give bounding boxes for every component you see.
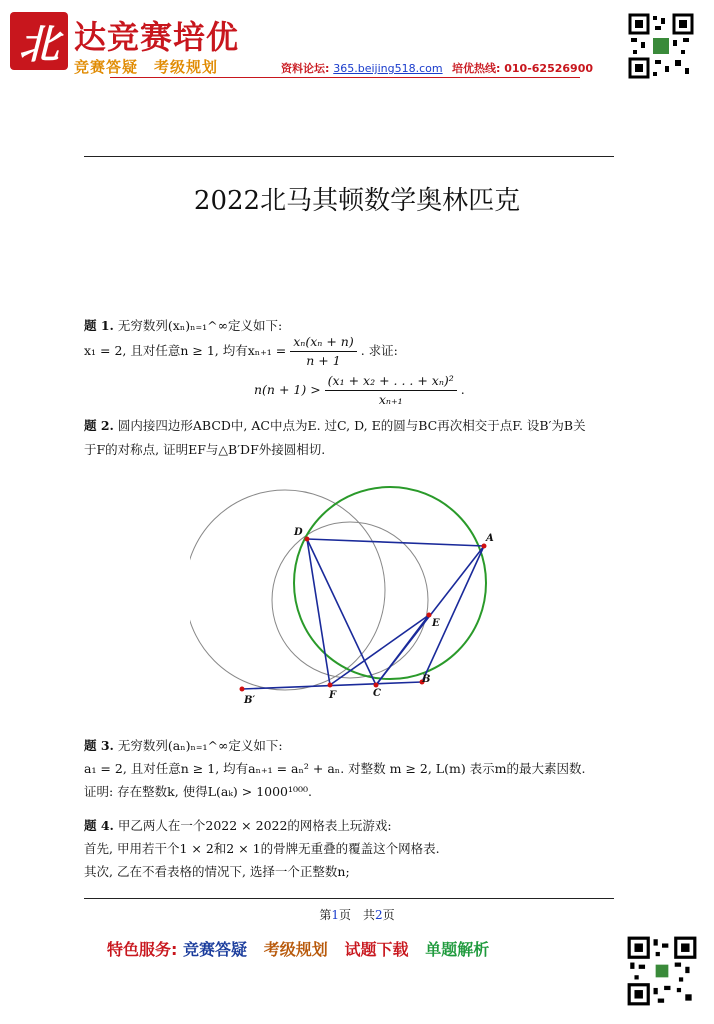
geometry-figure <box>190 480 510 710</box>
page-mid: 页 共 <box>338 908 375 922</box>
problem-2-line2: 于F的对称点, 证明EF与△B′DF外接圆相切. <box>84 442 326 457</box>
forum-link[interactable]: 365.beijing518.com <box>333 62 443 75</box>
recurrence-numerator: xₙ(xₙ + n) <box>290 333 356 352</box>
problem-3-text1: 无穷数列(aₙ)ₙ₌₁^∞定义如下: <box>117 738 283 753</box>
service-item[interactable]: 试题下载 <box>344 940 409 959</box>
brand-slogan: 竞赛答疑 考级规划 <box>74 58 219 76</box>
problem-1-line2a: x₁ = 2, 且对任意n ≥ 1, 均有xₙ₊₁ = <box>84 343 287 358</box>
problem-4-line3: 其次, 乙在不看表格的情况下, 选择一个正整数n; <box>84 864 350 879</box>
header-divider <box>110 77 580 78</box>
services-label: 特色服务: <box>107 940 178 959</box>
inequality-left: n(n + 1) > <box>254 382 321 397</box>
recurrence-fraction <box>290 333 356 370</box>
construction-lines <box>242 539 484 689</box>
label-A: A <box>486 533 494 544</box>
label-C: C <box>373 688 381 699</box>
problem-1-line2b: . 求证: <box>360 343 398 358</box>
inequality-numerator: (x₁ + x₂ + . . . + xₙ)² <box>325 372 457 391</box>
logo-mark: 北 <box>10 12 68 70</box>
problem-4-label: 题 4. <box>84 818 114 833</box>
circumcircle-green <box>294 487 486 679</box>
problem-4-line2: 首先, 甲用若干个1 × 2和2 × 1的骨牌无重叠的覆盖这个网格表. <box>84 841 440 856</box>
featured-services <box>107 937 489 960</box>
label-B-prime: B′ <box>244 695 256 706</box>
inequality-end: . <box>460 382 465 397</box>
problem-3-line2: a₁ = 2, 且对任意n ≥ 1, 均有aₙ₊₁ = aₙ² + aₙ. 对整数 m ≥ 2, L(m) 表示m的最大素因数. <box>84 761 586 776</box>
problem-2-label: 题 2. <box>84 418 114 433</box>
problem-1-label: 题 1. <box>84 318 114 333</box>
hotline-info <box>452 60 593 76</box>
problem-1-definition <box>84 333 398 370</box>
problem-4-intro <box>84 817 392 835</box>
hotline-label: 培优热线: <box>452 62 501 75</box>
problem-2-line1 <box>84 417 586 435</box>
doc-title: 2022北马其顿数学奥林匹克 <box>193 186 521 216</box>
circle-left <box>190 490 385 690</box>
problem-2-text1: 圆内接四边形ABCD中, AC中点为E. 过C, D, E的圆与BC再次相交于点F. 设B′为B关 <box>117 418 586 433</box>
service-item[interactable]: 单题解析 <box>425 940 490 959</box>
label-B: B <box>422 674 431 685</box>
forum-label: 资料论坛: <box>281 62 330 75</box>
problem-3-line3: 证明: 存在整数k, 使得L(aₖ) > 1000¹⁰⁰⁰. <box>84 784 313 799</box>
inequality-denominator: xₙ₊₁ <box>378 392 403 407</box>
page-suffix: 页 <box>382 908 395 922</box>
label-F: F <box>329 690 337 701</box>
problem-1-line1: 无穷数列(xₙ)ₙ₌₁^∞定义如下: <box>117 318 283 333</box>
page-total: 2 <box>375 908 383 922</box>
service-item[interactable]: 考级规划 <box>263 940 328 959</box>
forum-info <box>281 60 443 76</box>
bottom-rule <box>84 898 614 899</box>
service-item[interactable]: 竞赛答疑 <box>182 940 247 959</box>
qr-code-icon <box>626 935 698 1007</box>
label-E: E <box>432 618 440 629</box>
label-D: D <box>294 527 303 538</box>
problem-4-text1: 甲乙两人在一个2022 × 2022的网格表上玩游戏: <box>117 818 392 833</box>
brand-name: 达竞赛培优 <box>74 18 240 56</box>
figure-points <box>240 537 487 692</box>
qr-code-icon <box>627 12 695 80</box>
recurrence-denominator: n + 1 <box>306 353 341 368</box>
top-rule <box>84 156 614 157</box>
problem-3-label: 题 3. <box>84 738 114 753</box>
hotline-number: 010-62526900 <box>504 62 594 75</box>
problem-1-inequality <box>254 372 465 409</box>
page-number <box>0 906 714 923</box>
inequality-fraction <box>325 372 457 409</box>
page-prefix: 第 <box>319 908 332 922</box>
page-current: 1 <box>331 908 339 922</box>
problem-3-intro <box>84 737 283 755</box>
